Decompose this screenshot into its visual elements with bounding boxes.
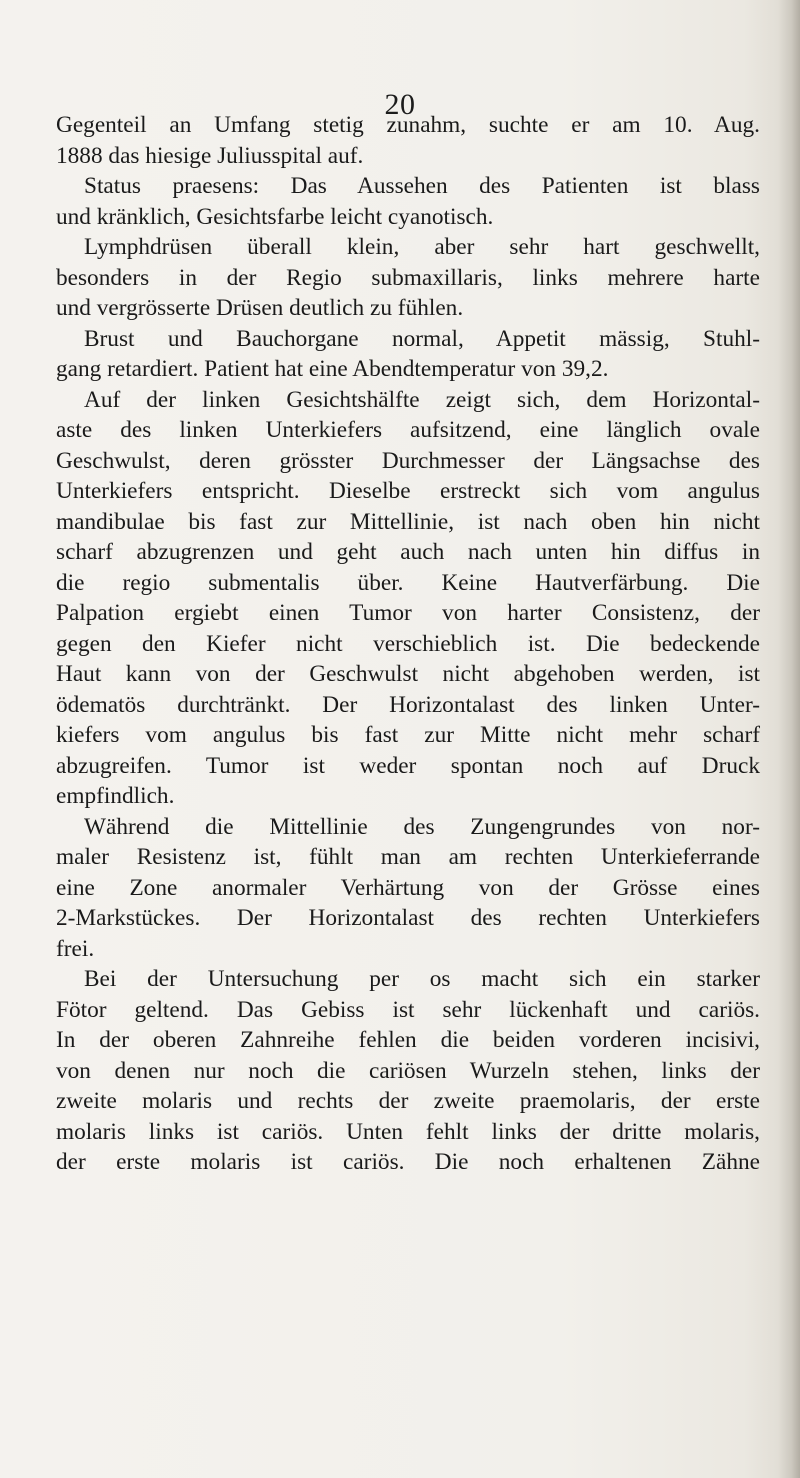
text-line: von denen nur noch die cariösen Wurzeln stehen, links der [56,1057,760,1084]
text-line: molaris links ist cariös. Unten fehlt links der dritte molaris, [56,1118,760,1145]
text-line: Status praesens: Das Aussehen des Patienten ist blass [84,173,760,199]
text-line: 2-Markstückes. Der Horizontalast des rechten Unterkiefers [56,905,760,931]
text-line: Lymphdrüsen überall klein, aber sehr hart geschwellt, [84,234,760,260]
text-line: ödematös durchtränkt. Der Horizontalast des linken Unter- [56,691,760,718]
text-line: Palpation ergiebt einen Tumor von harter Consistenz, der [56,600,760,626]
text-line: und kränklich, Gesichtsfarbe leicht cyanotisch. [56,203,494,230]
text-line: Auf der linken Gesichtshälfte zeigt sich, dem Horizontal- [84,386,760,413]
text-line: Geschwulst, deren grösster Durchmesser der Längsachse des [56,447,760,474]
text-line: Bei der Untersuchung per os macht sich ein starker [84,966,760,992]
text-line: scharf abzugrenzen und geht auch nach unten hin diffus in [56,539,760,565]
page-edge-shadow [778,0,800,1478]
text-line: 1888 das hiesige Juliusspital auf. [56,142,364,169]
text-line: gegen den Kiefer nicht verschieblich ist. Die bedeckende [56,630,760,657]
text-line: und vergrösserte Drüsen deutlich zu fühlen. [56,295,464,321]
text-line: mandibulae bis fast zur Mittellinie, ist nach oben hin nicht [56,508,760,535]
text-line: maler Resistenz ist, fühlt man am rechten Unterkieferrande [56,844,760,870]
text-line: In der oberen Zahnreihe fehlen die beiden vorderen incisivi, [56,1027,760,1053]
page-number: 20 [384,88,416,121]
text-line: eine Zone anormaler Verhärtung von der Grösse eines [56,874,760,901]
text-line: abzugreifen. Tumor ist weder spontan noch auf Druck [56,752,760,779]
text-line: besonders in der Regio submaxillaris, links mehrere harte [56,264,760,291]
text-line: Haut kann von der Geschwulst nicht abgehoben werden, ist [56,661,760,687]
text-line: Gegenteil an Umfang stetig zunahm, suchte er am 10. Aug. [56,112,760,138]
text-line: die regio submentalis über. Keine Hautverfärbung. Die [56,569,760,596]
text-line: Während die Mittellinie des Zungengrundes von nor- [84,813,760,840]
text-line: empfindlich. [56,783,175,809]
text-line: der erste molaris ist cariös. Die noch erhaltenen Zähne [56,1149,760,1175]
text-line: Fötor geltend. Das Gebiss ist sehr lückenhaft und cariös. [56,996,760,1023]
text-line: aste des linken Unterkiefers aufsitzend, eine länglich ovale [56,417,760,443]
text-line: frei. [56,935,95,962]
text-line: Brust und Bauchorgane normal, Appetit mässig, Stuhl- [84,325,760,352]
text-line: gang retardiert. Patient hat eine Abendtemperatur von 39,2. [56,356,609,382]
text-line: Unterkiefers entspricht. Dieselbe erstreckt sich vom angulus [56,478,760,504]
body-text [56,110,760,1178]
text-line: kiefers vom angulus bis fast zur Mitte nicht mehr scharf [56,722,760,748]
text-line: zweite molaris und rechts der zweite praemolaris, der erste [56,1088,760,1114]
